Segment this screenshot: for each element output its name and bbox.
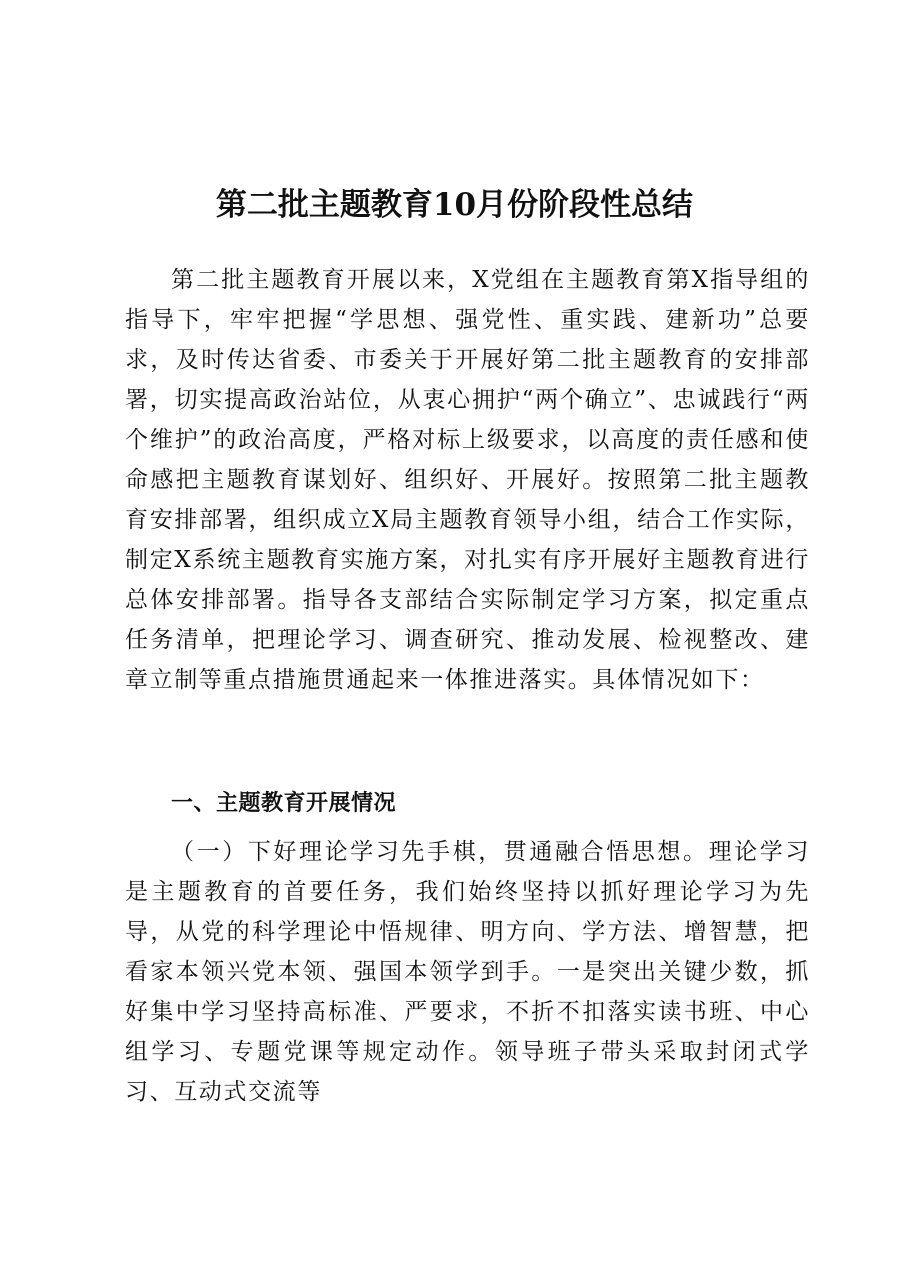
intro-paragraph: 第二批主题教育开展以来，X党组在主题教育第X指导组的指导下，牢牢把握“学思想、强党性、重实践、建新功”总要求，及时传达省委、市委关于开展好第二批主题教育的安排部署，切实提高政治站位，从衷心拥护“两个确立”、忠诚践行“两个维护”的政治高度，严格对标上级要求，以高度的责任感和使命感把主题教育谋划好、组织好、开展好。按照第二批主题教育安排部署，组织成立X局主题教育领导小组，结合工作实际，制定X系统主题教育实施方案，对扎实有序开展好主题教育进行总体安排部署。指导各支部结合实际制定学习方案，拟定重点任务清单，把理论学习、调查研究、推动发展、检视整改、建章立制等重点措施贯通起来一体推进落实。具体情况如下： xyxy=(125,267,810,693)
section-paragraph: （一）下好理论学习先手棋，贯通融合悟思想。理论学习是主题教育的首要任务，我们始终坚持以抓好理论学习为先导，从党的科学理论中悟规律、明方向、学方法、增智慧，把看家本领兴党本领、强国本领学到手。一是突出关键少数，抓好集中学习坚持高标准、严要求，不折不扣落实读书班、中心组学习、专题党课等规定动作。领导班子带头采取封闭式学习、互动式交流等 xyxy=(125,839,810,1105)
section-heading: 一、主题教育开展情况 xyxy=(171,791,397,816)
document-title: 第二批主题教育10月份阶段性总结 xyxy=(215,187,694,223)
